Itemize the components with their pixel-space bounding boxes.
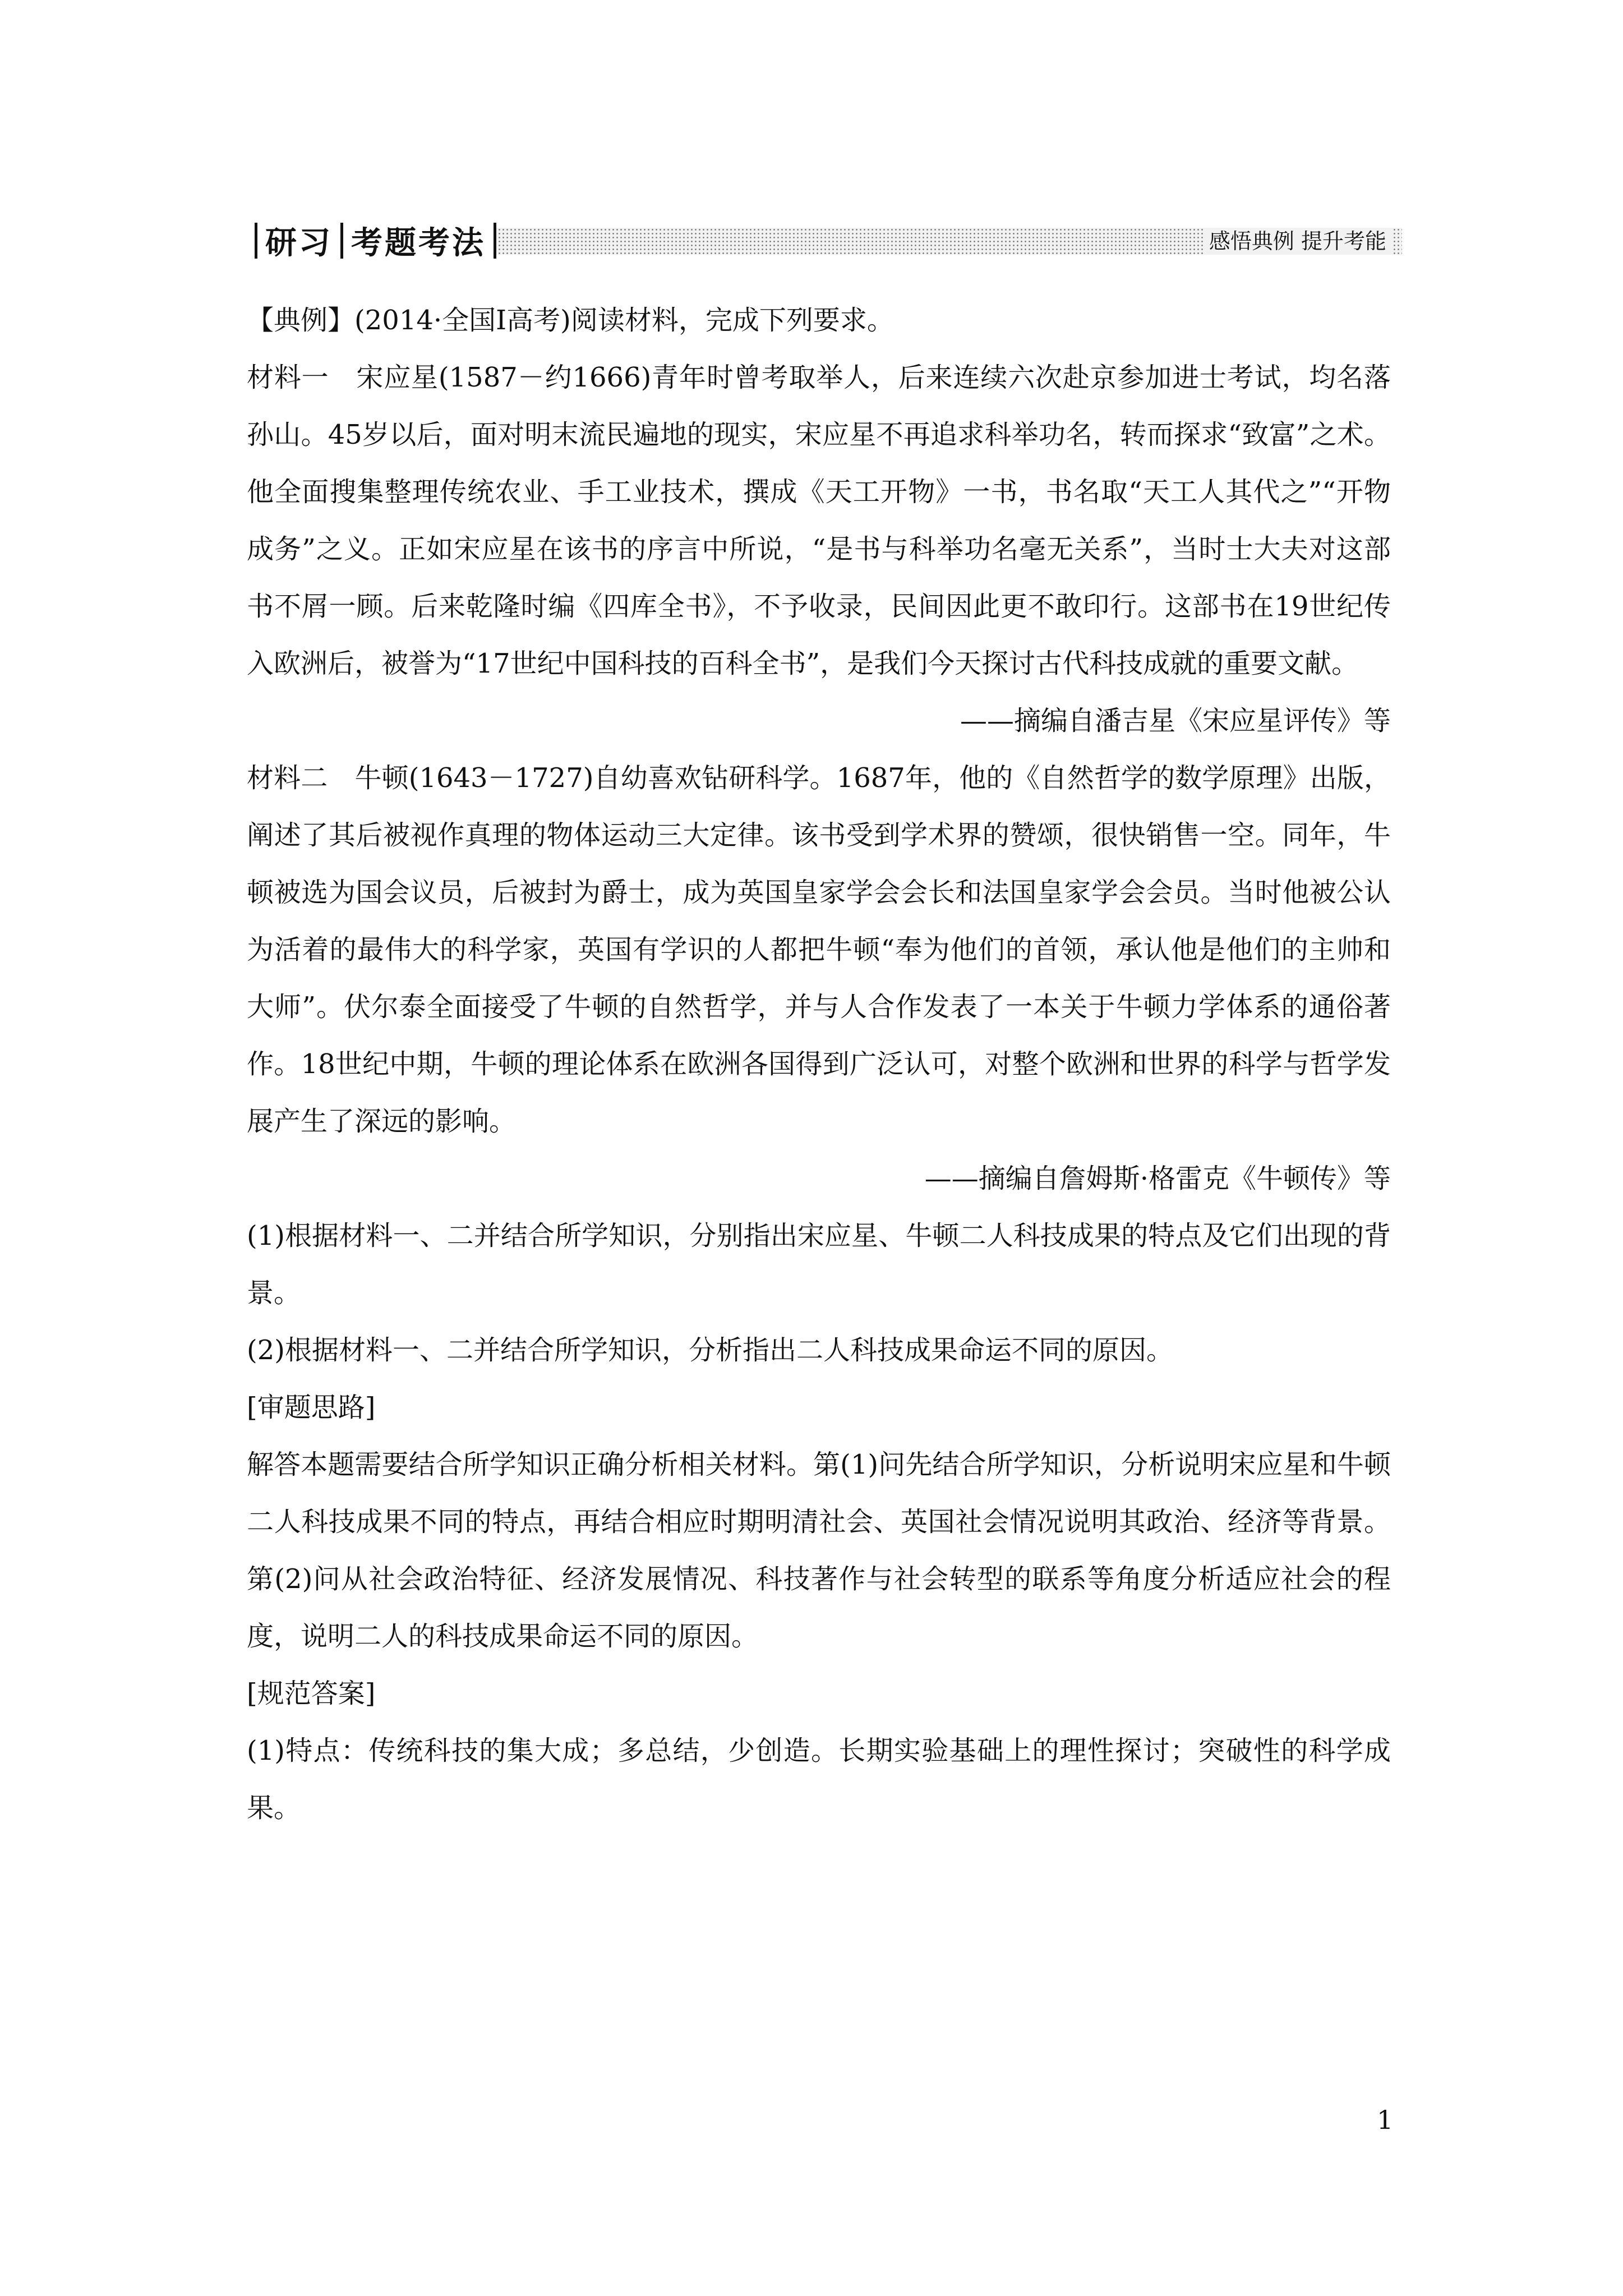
section-title-part-2: 考题考法 (351, 225, 486, 261)
example-intro (247, 292, 1391, 349)
question-2: (2)根据材料一、二并结合所学知识，分析指出二人科技成果命运不同的原因。 (247, 1335, 1173, 1366)
answer-label: [规范答案] (247, 1678, 376, 1709)
material-one-label: 材料一 (247, 362, 329, 393)
document-body (247, 292, 1391, 1837)
material-two-text: 牛顿(1643－1727)自幼喜欢钻研科学。1687年，他的《自然哲学的数学原理》出版，阐述了其后被视作真理的物体运动三大定律。该书受到学术界的赞颂，很快销售一空。同年，牛顿被选为国会议员，后被封为爵士，成为英国皇家学会会长和法国皇家学会会员。当时他被公认为活着的最伟大的科学家，英国有学识的人都把牛顿“奉为他们的首领，承认他是他们的主帅和大师”。伏尔泰全面接受了牛顿的自然哲学，并与人合作发表了一本关于牛顿力学体系的通俗著作。18世纪中期，牛顿的理论体系在欧洲各国得到广泛认可，对整个欧洲和世界的科学与哲学发展产生了深远的影响。 (247, 762, 1391, 1137)
analysis-label: [审题思路] (247, 1392, 376, 1423)
material-two-label: 材料二 (247, 762, 328, 794)
material-one-text: 宋应星(1587－约1666)青年时曾考取举人，后来连续六次赴京参加进士考试，均名落孙山。45岁以后，面对明末流民遍地的现实，宋应星不再追求科举功名，转而探求“致富”之术。他全面搜集整理传统农业、手工业技术，撰成《天工开物》一书，书名取“天工人其代之”“开物成务”之义。正如宋应星在该书的序言中所说，“是书与科举功名毫无关系”，当时士大夫对这部书不屑一顾。后来乾隆时编《四库全书》，不予收录，民间因此更不敢印行。这部书在19世纪传入欧洲后，被誉为“17世纪中国科技的百科全书”，是我们今天探讨古代科技成就的重要文献。 (247, 362, 1391, 679)
question-1: (1)根据材料一、二并结合所学知识，分别指出宋应星、牛顿二人科技成果的特点及它们出现的背景。 (247, 1220, 1391, 1309)
section-title (247, 219, 504, 263)
section-header (247, 219, 1402, 263)
example-label: 【典例】 (247, 305, 355, 336)
title-divider (255, 223, 257, 259)
material-one-source: ——摘编自潘吉星《宋应星评传》等 (960, 705, 1391, 737)
material-two (247, 749, 1391, 1150)
material-two-source: ——摘编自詹姆斯·格雷克《牛顿传》等 (924, 1163, 1391, 1194)
header-subtitle: 感悟典例 提升考能 (1204, 228, 1392, 255)
title-divider (340, 223, 343, 259)
analysis-text: 解答本题需要结合所学知识正确分析相关材料。第(1)问先结合所学知识，分析说明宋应星和牛顿二人科技成果不同的特点，再结合相应时期明清社会、英国社会情况说明其政治、经济等背景。第(2)问从社会政治特征、经济发展情况、科技著作与社会转型的联系等角度分析适应社会的程度，说明二人的科技成果命运不同的原因。 (247, 1449, 1391, 1652)
title-divider (494, 223, 496, 259)
page-number: 1 (1377, 2105, 1394, 2135)
answer-text: (1)特点：传统科技的集大成；多总结，少创造。长期实验基础上的理性探讨；突破性的科学成果。 (247, 1735, 1391, 1824)
material-one (247, 349, 1391, 692)
section-title-part-1: 研习 (265, 225, 333, 261)
example-intro-text: (2014·全国Ⅰ高考)阅读材料，完成下列要求。 (354, 305, 894, 336)
